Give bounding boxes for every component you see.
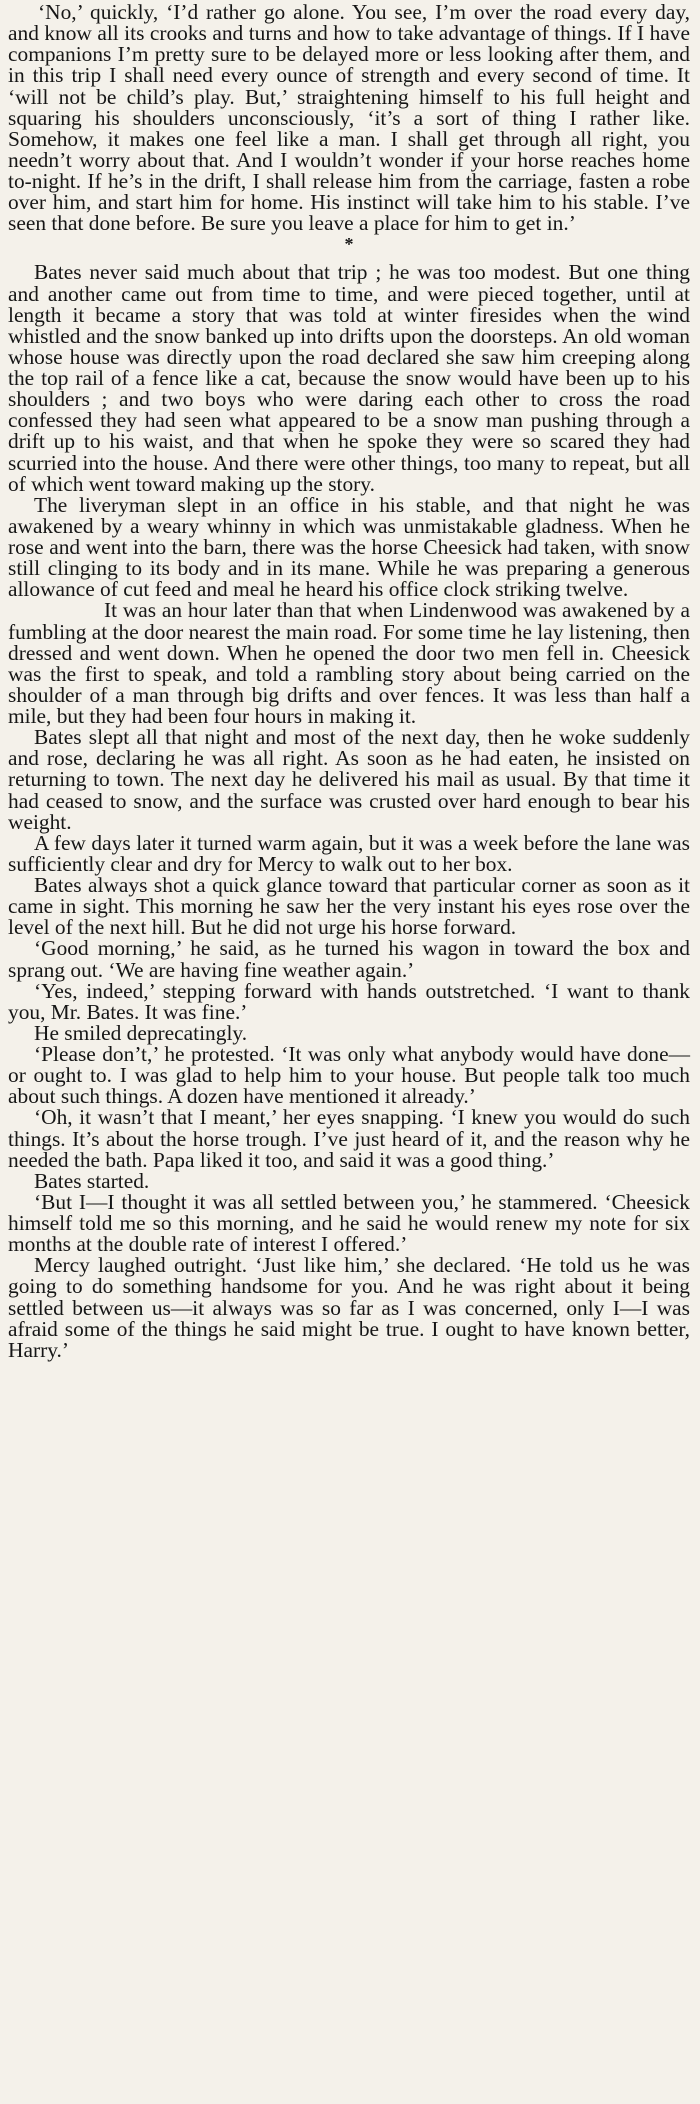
paragraph: It was an hour later than that when Lindenwood was awakened by a fumbling at the door nearest the main road. For some time he lay listening, then dressed and went down. When he opened the door two men fell in. Cheesick was the first to speak, and told a rambling story about being carried on the shoulder of a man through big drifts and over fences. It was less than half a mile, but they had been four hours in making it. (8, 598, 690, 728)
paragraph: Mercy laughed outright. ‘Just like him,’ she declared. ‘He told us he was going to do something handsome for you. And he was right about it being settled between us—it always was so far as I was concerned, only I—I was afraid some of the things he said might be true. I ought to have known better, Harry.’ (8, 1253, 690, 1362)
paragraph: Bates never said much about that trip ; he was too modest. But one thing and another came out from time to time, and were pieced together, until at length it became a story that was told at winter firesides when the wind whistled and the snow banked up into drifts upon the doorsteps. An old woman whose house was directly upon the road declared she saw him creeping along the top rail of a fence like a cat, because the snow would have been up to his shoulders ; and two boys who were daring each other to cross the road confessed they had seen what appeared to be a snow man pushing through a drift up to his waist, and that when he spoke they were so scared they had scurried into the house. And there were other things, too many to repeat, but all of which went toward making up the story. (8, 260, 690, 496)
section-divider: * (344, 234, 354, 255)
paragraph: ‘No,’ quickly, ‘I’d rather go alone. You see, I’m over the road every day, and know all its crooks and turns and how to take advantage of things. If I have companions I’m pretty sure to be delayed more or less looking after them, and in this trip I shall need every ounce of strength and every second of time. It ‘will not be child’s play. But,’ straightening himself to his full height and squaring his shoulders unconsciously, ‘it’s a sort of thing I rather like. Somehow, it makes one feel like a man. I shall get through all right, you needn’t worry about that. And I wouldn’t wonder if your horse reaches home to-night. If he’s in the drift, I shall release him from the carriage, fasten a robe over him, and start him for home. His instinct will take him to his stable. I’ve seen that done before. Be sure you leave a place for him to get in.’ (8, 0, 690, 236)
paragraph: The liveryman slept in an office in his stable, and that night he was awakened by a weary whinny in which was unmistakable gladness. When he rose and went into the barn, there was the horse Cheesick had taken, with snow still clinging to its body and in its mane. While he was preparing a generous allowance of cut feed and meal he heard his office clock striking twelve. (8, 492, 690, 602)
paragraph: ‘Please don’t,’ he protested. ‘It was only what anybody would have done—or ought to. I was glad to help him to your house. But people talk too much about such things. A dozen have mentioned it already.’ (8, 1042, 690, 1109)
paragraph: He smiled deprecatingly. (34, 1020, 248, 1045)
paragraph: ‘Yes, indeed,’ stepping forward with hands outstretched. ‘I want to thank you, Mr. Bates. It was fine.’ (8, 978, 690, 1024)
paragraph: Bates slept all that night and most of the next day, then he woke suddenly and rose, declaring he was all right. As soon as he had eaten, he insisted on returning to town. The next day he delivered his mail as usual. By that time it had ceased to snow, and the surface was crusted over hard enough to bear his weight. (8, 725, 690, 834)
paragraph: A few days later it turned warm again, but it was a week before the lane was sufficiently clear and dry for Mercy to walk out to her box. (8, 830, 690, 876)
paragraph: ‘Oh, it wasn’t that I meant,’ her eyes snapping. ‘I knew you would do such things. It’s about the horse trough. I’ve just heard of it, and the reason why he needed the bath. Papa liked it too, and said it was a good thing.’ (8, 1105, 690, 1172)
paragraph: ‘Good morning,’ he said, as he turned his wagon in toward the box and sprang out. ‘We are having fine weather again.’ (8, 936, 690, 982)
paragraph: Bates started. (34, 1168, 150, 1193)
paragraph: ‘But I—I thought it was all settled between you,’ he stammered. ‘Cheesick himself told me so this morning, and he said he would renew my note for six months at the double rate of interest I offered.’ (8, 1189, 690, 1257)
paragraph: Bates always shot a quick glance toward that particular corner as soon as it came in sight. This morning he saw her the very instant his eyes rose over the level of the next hill. But he did not urge his horse forward. (8, 873, 690, 940)
